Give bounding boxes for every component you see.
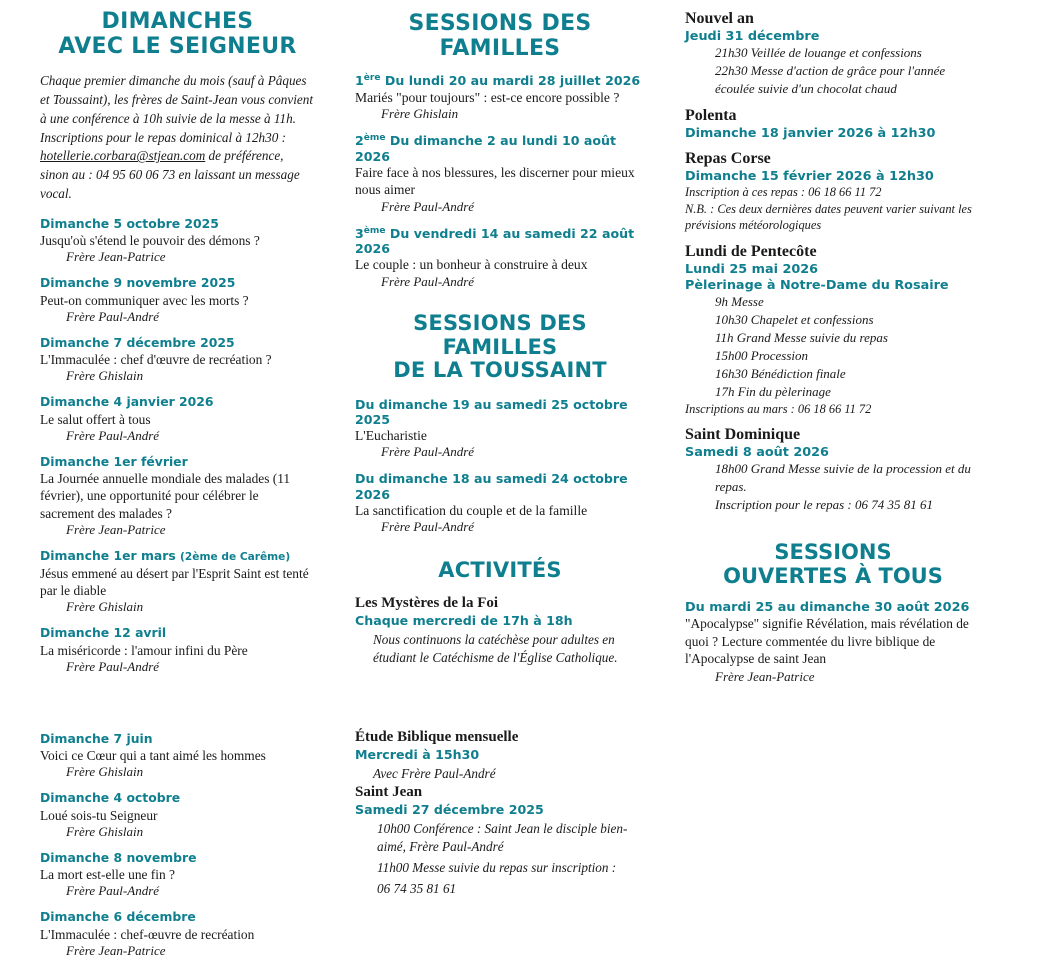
event-note: Inscription à ces repas : 06 18 66 11 72	[685, 184, 882, 199]
session-dates: Du dimanche 2 au lundi 10 août 2026	[355, 133, 616, 164]
sessions-toussaint-title-line1: SESSIONS DES FAMILLES	[413, 311, 587, 359]
event-line: 21h30 Veillée de louange et confessions	[715, 45, 922, 60]
event-note: Inscriptions au mars : 06 18 66 11 72	[685, 401, 872, 416]
saintjean-schedule: Samedi 27 décembre 2025	[355, 802, 544, 818]
entry-description: Peut-on communiquer avec les morts ?	[40, 292, 249, 308]
list-item	[40, 394, 315, 445]
intro-paragraph	[40, 72, 315, 203]
list-item	[40, 335, 315, 386]
list-item	[40, 275, 315, 326]
activity-title: Les Mystères de la Foi	[355, 594, 499, 611]
ouvertes-speaker: Frère Jean-Patrice	[715, 668, 815, 684]
event-title: Nouvel an	[685, 10, 754, 27]
entry-speaker: Frère Ghislain	[66, 823, 144, 839]
entry-date: Dimanche 7 juin	[40, 730, 153, 746]
page-title-line2: AVEC LE SEIGNEUR	[58, 33, 297, 59]
activity-item	[355, 595, 645, 667]
entry-speaker: Frère Jean-Patrice	[66, 521, 166, 537]
session-number: 3	[355, 226, 364, 242]
column-dimanches	[20, 8, 325, 958]
event-date: Lundi 25 mai 2026	[685, 262, 819, 278]
sessions-ouvertes-title	[685, 540, 981, 588]
session-theme: Le couple : un bonheur à construire à deux	[355, 257, 588, 273]
entry-date: Dimanche 4 octobre	[40, 790, 181, 806]
event-line: 22h30 Messe d'action de grâce pour l'année écoulée suivie d'un chocolat chaud	[715, 62, 946, 96]
entry-description: L'Immaculée : chef d'œuvre de recréation ?	[40, 352, 272, 368]
entry-speaker: Frère Paul-André	[66, 427, 160, 443]
sessions-familles-title: SESSIONS DES FAMILLES	[408, 11, 592, 61]
event-line: 11h Grand Messe suivie du repas	[715, 329, 888, 345]
spacer	[355, 667, 645, 727]
entry-speaker: Frère Jean-Patrice	[66, 249, 166, 265]
session-header	[355, 133, 645, 163]
entry-date: Dimanche 4 janvier 2026	[40, 394, 214, 410]
entry-description: La mort est-elle une fin ?	[40, 867, 175, 883]
event-line: 15h00 Procession	[715, 347, 809, 363]
event-date: Samedi 8 août 2026	[685, 445, 829, 461]
event-line: Inscription pour le repas : 06 74 35 81 61	[715, 497, 933, 513]
session-speaker: Frère Ghislain	[381, 106, 459, 122]
list-item	[355, 471, 645, 535]
list-item	[40, 548, 315, 616]
event-date: Jeudi 31 décembre	[685, 29, 820, 44]
session-theme: L'Eucharistie	[355, 427, 427, 443]
etude-description: Avec Frère Paul-André	[373, 765, 496, 781]
activity-item	[355, 784, 645, 897]
list-item	[355, 397, 645, 461]
list-item	[355, 226, 645, 290]
event-date: Dimanche 18 janvier 2026 à 12h30	[685, 125, 936, 141]
entry-description: Voici ce Cœur qui a tant aimé les hommes	[40, 748, 266, 764]
session-number-suffix: ème	[363, 225, 386, 236]
entry-date: Dimanche 5 octobre 2025	[40, 215, 219, 231]
event-line: 16h30 Bénédiction finale	[715, 365, 846, 381]
event-title: Polenta	[685, 106, 737, 124]
event-line: 17h Fin du pèlerinage	[715, 383, 831, 399]
event-title: Lundi de Pentecôte	[685, 243, 817, 261]
ouvertes-block	[685, 600, 981, 685]
page-title-line1: DIMANCHES	[101, 9, 254, 34]
sessions-toussaint-title-line2: DE LA TOUSSAINT	[393, 358, 607, 383]
session-dates: Du lundi 20 au mardi 28 juillet 2026	[384, 73, 641, 89]
session-speaker: Frère Paul-André	[381, 198, 475, 214]
sessions-toussaint-title	[355, 312, 645, 383]
entry-date-note: (2ème de Carême)	[180, 550, 291, 563]
intro-text: Chaque premier dimanche du mois (sauf à Pâques et Toussaint), les frères de Saint-Jean vous convient à une conférence à 10h suivie de la messe à 11h. Inscriptions pour le repas dominical à 12h30 :	[40, 73, 313, 145]
list-item	[40, 454, 315, 539]
session-theme: La sanctification du couple et de la famille	[355, 502, 588, 518]
session-number: 2	[355, 133, 364, 149]
list-item	[40, 625, 315, 676]
saintjean-phone: 06 74 35 81 61	[377, 880, 457, 896]
session-speaker: Frère Paul-André	[381, 444, 475, 460]
ouvertes-description: "Apocalypse" signifie Révélation, mais révélation de quoi ? Lecture commentée du livre biblique de l'Apocalypse de saint Jean	[685, 616, 969, 667]
entry-speaker: Frère Ghislain	[66, 764, 144, 780]
saintjean-line-2: 11h00 Messe suivie du repas sur inscription :	[377, 859, 617, 875]
list-item	[355, 73, 645, 122]
entry-date-text: Dimanche 1er février	[40, 453, 188, 469]
list-item	[40, 731, 315, 782]
sessions-ouvertes-title-line1: SESSIONS	[774, 540, 892, 565]
session-header	[355, 226, 645, 256]
session-theme: Faire face à nos blessures, les discerner pour mieux nous aimer	[355, 164, 635, 198]
saintjean-title: Saint Jean	[355, 784, 423, 801]
column-sessions	[325, 8, 655, 896]
entry-speaker: Frère Jean-Patrice	[66, 942, 166, 958]
event-title: Saint Dominique	[685, 426, 801, 444]
entry-date: Dimanche 9 novembre 2025	[40, 275, 236, 291]
ouvertes-date: Du mardi 25 au dimanche 30 août 2026	[685, 600, 970, 616]
entry-description: Loué sois-tu Seigneur	[40, 807, 158, 823]
event-block	[685, 243, 981, 417]
entry-date: Dimanche 7 décembre 2025	[40, 334, 235, 350]
entry-date	[40, 548, 315, 564]
event-line: 18h00 Grand Messe suivie de la procession et du repas.	[715, 461, 971, 495]
entry-description: Jusqu'où s'étend le pouvoir des démons ?	[40, 233, 260, 249]
intro-continuation: de préférence, sinon au : 04 95 60 06 73 en laissant un message vocal.	[40, 148, 300, 201]
event-block	[685, 107, 981, 141]
session-header	[355, 73, 645, 88]
entry-description: La miséricorde : l'amour infini du Père	[40, 642, 248, 658]
event-block	[685, 426, 981, 514]
session-number-suffix: ème	[363, 133, 386, 144]
session-speaker: Frère Paul-André	[381, 519, 475, 535]
entry-date: Dimanche 8 novembre	[40, 849, 197, 865]
entry-speaker: Frère Ghislain	[66, 368, 144, 384]
session-speaker: Frère Paul-André	[381, 274, 475, 290]
list-item	[40, 216, 315, 267]
event-block	[685, 10, 981, 98]
activity-schedule: Chaque mercredi de 17h à 18h	[355, 612, 573, 628]
session-dates: Du vendredi 14 au samedi 22 août 2026	[355, 226, 635, 257]
entry-description: L'Immaculée : chef-œuvre de recréation	[40, 926, 255, 942]
entry-speaker: Frère Paul-André	[66, 308, 160, 324]
entry-speaker: Frère Ghislain	[66, 599, 144, 615]
entry-date-text: Dimanche 1er mars	[40, 547, 176, 563]
spacer	[40, 685, 315, 731]
list-item	[40, 909, 315, 960]
session-dates: Du dimanche 19 au samedi 25 octobre 2025	[355, 396, 628, 427]
activites-title: ACTIVITÉS	[438, 558, 562, 583]
session-number: 1	[355, 73, 364, 89]
entry-date	[40, 454, 315, 470]
list-item	[355, 133, 645, 215]
entry-description: La Journée annuelle mondiale des malades (11 février), une opportunité pour célébrer le sacrement des malades ?	[40, 471, 291, 521]
session-number-suffix: ère	[363, 73, 381, 84]
entry-description: Jésus emmené au désert par l'Esprit Saint est tenté par le diable	[40, 565, 309, 599]
etude-title: Étude Biblique mensuelle	[355, 728, 519, 745]
event-line: 9h Messe	[715, 294, 764, 310]
entry-speaker: Frère Paul-André	[66, 883, 160, 899]
event-date: Dimanche 15 février 2026 à 12h30	[685, 168, 934, 184]
entry-description: Le salut offert à tous	[40, 411, 151, 427]
event-note: N.B. : Ces deux dernières dates peuvent varier suivant les prévisions météorologiques	[685, 201, 972, 233]
event-line: 10h30 Chapelet et confessions	[715, 311, 874, 327]
column-evenements	[655, 8, 985, 737]
session-dates: Du dimanche 18 au samedi 24 octobre 2026	[355, 471, 628, 502]
sessions-ouvertes-title-line2: OUVERTES À TOUS	[723, 564, 943, 589]
event-title: Repas Corse	[685, 149, 771, 167]
entry-speaker: Frère Paul-André	[66, 658, 160, 674]
list-item	[40, 790, 315, 841]
contact-email-link[interactable]: hotellerie.corbara@stjean.com	[40, 148, 206, 164]
etude-schedule: Mercredi à 15h30	[355, 746, 480, 762]
saintjean-line-1: 10h00 Conférence : Saint Jean le disciple bien-aimé, Frère Paul-André	[377, 821, 628, 855]
entry-date: Dimanche 6 décembre	[40, 909, 196, 925]
activity-description: Nous continuons la catéchèse pour adultes en étudiant le Catéchisme de l'Église Catholique.	[373, 631, 618, 665]
event-block	[685, 150, 981, 234]
entry-date: Dimanche 12 avril	[40, 625, 167, 641]
session-theme: Mariés "pour toujours" : est-ce encore possible ?	[355, 89, 620, 105]
event-subtitle: Pèlerinage à Notre-Dame du Rosaire	[685, 278, 949, 294]
page-title	[40, 10, 315, 59]
list-item	[40, 850, 315, 901]
